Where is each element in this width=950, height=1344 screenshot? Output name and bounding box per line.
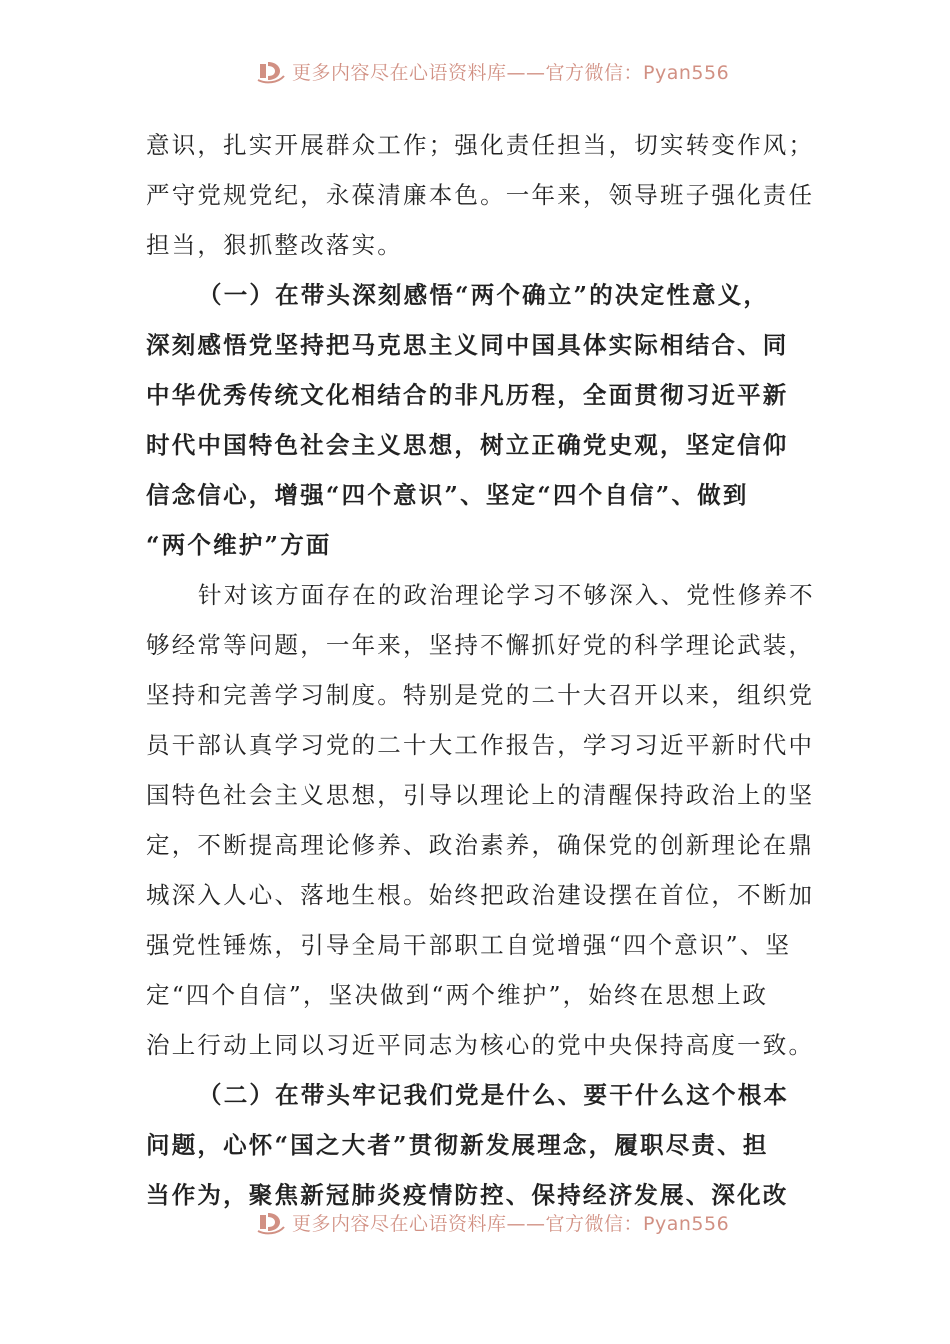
text-line: 强党性锤炼，引导全局干部职工自觉增强“四个意识”、坚	[146, 931, 792, 959]
section-heading-line: 当作为，聚焦新冠肺炎疫情防控、保持经济发展、深化改	[146, 1181, 789, 1209]
watermark-text: 更多内容尽在心语资料库——官方微信：Pyan556	[292, 61, 730, 84]
watermark-text: 更多内容尽在心语资料库——官方微信：Pyan556	[292, 1212, 730, 1235]
watermark-logo-icon	[256, 58, 286, 84]
text-line: 坚持和完善学习制度。特别是党的二十大召开以来，组织党	[146, 681, 815, 709]
text-line: 定，不断提高理论修养、政治素养，确保党的创新理论在鼎	[146, 831, 815, 859]
section-heading-line: （一）在带头深刻感悟“两个确立”的决定性意义，	[198, 281, 770, 309]
section-heading-line: 中华优秀传统文化相结合的非凡历程，全面贯彻习近平新	[146, 381, 789, 409]
text-line: 针对该方面存在的政治理论学习不够深入、党性修养不	[198, 581, 815, 609]
text-line: 定“四个自信”，坚决做到“两个维护”，始终在思想上政	[146, 981, 769, 1009]
section-heading-line: （二）在带头牢记我们党是什么、要干什么这个根本	[198, 1081, 790, 1109]
text-line: 治上行动上同以习近平同志为核心的党中央保持高度一致。	[146, 1031, 815, 1059]
watermark-header	[256, 58, 729, 84]
watermark-footer	[256, 1209, 729, 1235]
text-line: 城深入人心、落地生根。始终把政治建设摆在首位，不断加	[146, 881, 815, 909]
text-line: 员干部认真学习党的二十大工作报告，学习习近平新时代中	[146, 731, 815, 759]
watermark-logo-icon	[256, 1209, 286, 1235]
section-heading-line: 问题，心怀“国之大者”贯彻新发展理念，履职尽责、担	[146, 1131, 769, 1159]
text-line: 意识，扎实开展群众工作；强化责任担当，切实转变作风；	[146, 131, 815, 159]
section-heading-line: 深刻感悟党坚持把马克思主义同中国具体实际相结合、同	[146, 331, 789, 359]
text-line: 严守党规党纪，永葆清廉本色。一年来，领导班子强化责任	[146, 181, 815, 209]
text-line: 担当，狠抓整改落实。	[146, 231, 403, 259]
section-heading-line: 信念信心，增强“四个意识”、坚定“四个自信”、做到	[146, 481, 749, 509]
text-line: 够经常等问题，一年来，坚持不懈抓好党的科学理论武装，	[146, 631, 815, 659]
section-heading-line: 时代中国特色社会主义思想，树立正确党史观，坚定信仰	[146, 431, 789, 459]
section-heading-line: “两个维护”方面	[146, 531, 332, 559]
text-line: 国特色社会主义思想，引导以理论上的清醒保持政治上的坚	[146, 781, 815, 809]
document-body	[146, 120, 815, 1220]
